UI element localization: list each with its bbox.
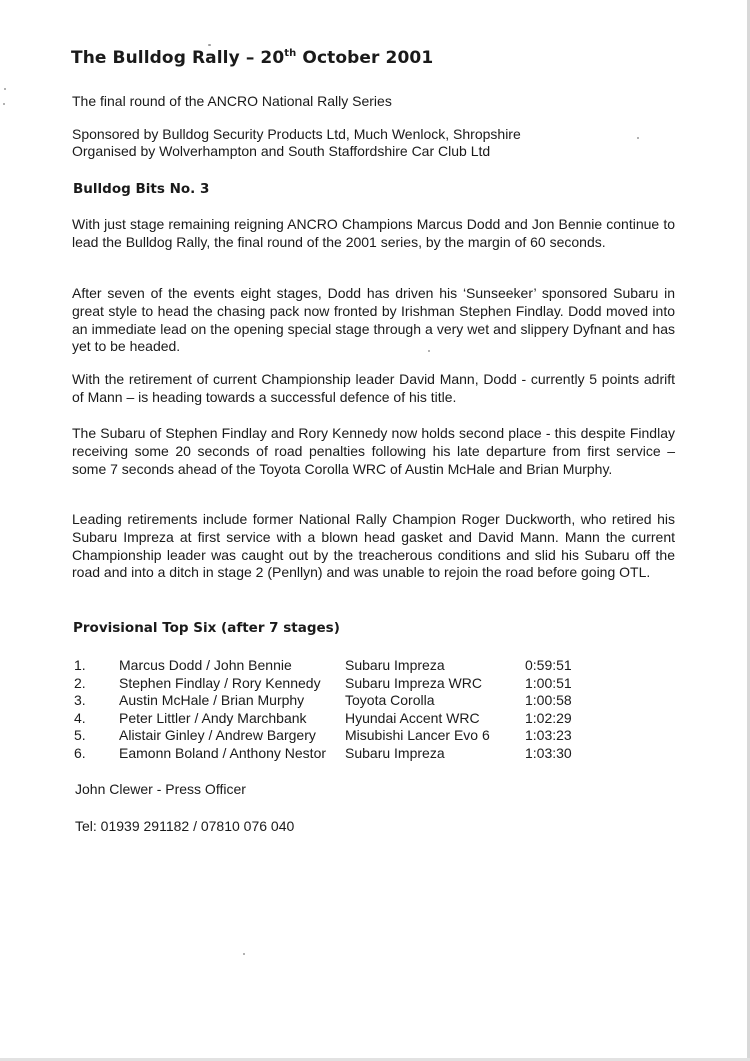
car-cell: Subaru Impreza WRC [345,674,482,691]
time-cell: 1:03:30 [525,744,572,761]
title-ordinal-suffix: th [284,48,297,59]
crew-cell: Marcus Dodd / John Bennie [119,657,292,673]
sponsor-line: Sponsored by Bulldog Security Products Ltd, Much Wenlock, Shropshire [72,126,521,142]
title-date-tail: October 2001 [296,48,434,68]
press-officer-line: John Clewer - Press Officer [75,781,246,797]
scan-speck [3,103,5,105]
time-cell: 0:59:51 [525,657,572,673]
paragraph-lead: With just stage remaining reigning ANCRO Champions Marcus Dodd and Jon Bennie continue to lead the Bulldog Rally, the final round of the 2001 series, by the margin of 60 seconds. [72,216,675,250]
position-cell: 2. [74,674,86,691]
paragraph-stages: After seven of the events eight stages, Dodd has driven his ‘Sunseeker’ sponsored Subaru in great style to head the chasing pack now fronted by Irishman Stephen Findlay. Dodd moved into an immediate lead on the opening special stage through a very wet and slippery Dyfnant and has yet to be headed. [72,285,675,355]
crew-cell: Austin McHale / Brian Murphy [119,692,305,708]
paragraph-retirements: Leading retirements include former National Rally Champion Roger Duckworth, who retired his Subaru Impreza at first service with a blown head gasket and David Mann. Mann the current Championship leader was caught out by the treacherous conditions and slid his Subaru off the road and into a ditch in stage 2 (Penllyn) and was unable to rejoin the road before going OTL. [72,511,675,581]
position-cell: 6. [74,744,86,761]
telephone-line: Tel: 01939 291182 / 07810 076 040 [75,818,295,834]
time-cell: 1:03:23 [525,727,572,743]
scan-speck [208,44,211,46]
scan-speck [637,137,639,139]
table-row [74,710,595,728]
time-cell: 1:00:51 [525,674,572,691]
car-cell: Subaru Impreza [345,744,445,761]
position-cell: 1. [74,657,86,673]
crew-cell: Alistair Ginley / Andrew Bargery [119,727,316,743]
bits-heading: Bulldog Bits No. 3 [73,181,210,197]
crew-cell: Peter Littler / Andy Marchbank [119,709,307,726]
title-main: The Bulldog Rally – 20 [71,48,285,68]
car-cell: Hyundai Accent WRC [345,709,480,726]
table-row [74,657,595,675]
crew-cell: Stephen Findlay / Rory Kennedy [119,674,321,691]
position-cell: 4. [74,709,86,726]
results-table [74,657,595,762]
intro-line: The final round of the ANCRO National Rally Series [72,93,392,109]
car-cell: Subaru Impreza [345,657,445,673]
table-row [74,745,595,763]
document-title [71,48,433,68]
scan-speck [243,953,245,955]
time-cell: 1:00:58 [525,692,572,708]
results-heading: Provisional Top Six (after 7 stages) [73,620,340,636]
table-row [74,727,595,745]
position-cell: 5. [74,727,86,743]
car-cell: Toyota Corolla [345,692,435,708]
car-cell: Misubishi Lancer Evo 6 [345,727,490,743]
organiser-line: Organised by Wolverhampton and South Staffordshire Car Club Ltd [72,143,491,159]
scan-speck [4,88,6,90]
paragraph-championship: With the retirement of current Championship leader David Mann, Dodd - currently 5 points adrift of Mann – is heading towards a successful defence of his title. [72,371,675,405]
position-cell: 3. [74,692,86,708]
paragraph-second-place: The Subaru of Stephen Findlay and Rory Kennedy now holds second place - this despite Findlay receiving some 20 seconds of road penalties following his late departure from first service – some 7 seconds ahead of the Toyota Corolla WRC of Austin McHale and Brian Murphy. [72,425,675,477]
time-cell: 1:02:29 [525,709,572,726]
table-row [74,675,595,693]
table-row [74,692,595,710]
crew-cell: Eamonn Boland / Anthony Nestor [119,744,327,761]
